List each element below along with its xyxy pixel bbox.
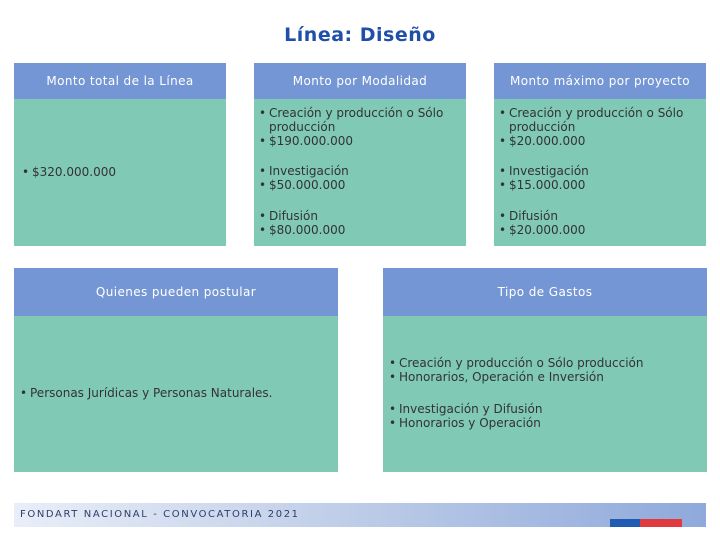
gastos-group-investigacion [389, 402, 701, 430]
maximo-investigacion-amount: • $15.000.000 [499, 178, 699, 192]
gastos-investigacion-detail: • Honorarios y Operación [389, 416, 701, 430]
flag-blue-stripe [610, 519, 640, 527]
flag-red-stripe [640, 519, 682, 527]
modalidad-group-investigacion [259, 164, 459, 192]
postular-header-label: Quienes pueden postular [95, 285, 257, 299]
monto-total-value: • $320.000.000 [22, 165, 116, 179]
monto-modalidad-header-label: Monto por Modalidad [292, 74, 428, 88]
gastos-body [383, 316, 707, 472]
footer-bar [14, 503, 706, 527]
maximo-difusion-label: • Difusión [499, 209, 699, 223]
maximo-group-investigacion [499, 164, 699, 192]
modalidad-difusion-amount: • $80.000.000 [259, 223, 459, 237]
monto-total-header [14, 63, 226, 99]
monto-modalidad-body [254, 99, 466, 246]
monto-maximo-body [494, 99, 706, 246]
modalidad-group-creacion [259, 106, 459, 148]
modalidad-creacion-label: • Creación y producción o Sólo producción [259, 106, 459, 134]
maximo-creacion-amount: • $20.000.000 [499, 134, 699, 148]
maximo-group-creacion [499, 106, 699, 148]
postular-header [14, 268, 338, 316]
gastos-group-creacion [389, 356, 701, 384]
postular-body [14, 316, 338, 472]
maximo-creacion-label: • Creación y producción o Sólo producción [499, 106, 699, 134]
monto-total-list [22, 165, 116, 179]
gastos-creacion-detail: • Honorarios, Operación e Inversión [389, 370, 701, 384]
postular-item: • Personas Jurídicas y Personas Naturales. [20, 386, 330, 400]
modalidad-investigacion-amount: • $50.000.000 [259, 178, 459, 192]
monto-modalidad-header [254, 63, 466, 99]
gastos-header [383, 268, 707, 316]
monto-total-header-label: Monto total de la Línea [46, 74, 194, 88]
gastos-creacion-label: • Creación y producción o Sólo producción [389, 356, 701, 370]
gastos-header-label: Tipo de Gastos [497, 285, 593, 299]
modalidad-investigacion-label: • Investigación [259, 164, 459, 178]
gastos-investigacion-label: • Investigación y Difusión [389, 402, 701, 416]
footer-text: FONDART NACIONAL - CONVOCATORIA 2021 [20, 509, 300, 520]
postular-list [20, 386, 330, 400]
monto-total-body [14, 99, 226, 246]
slide-title: Línea: Diseño [284, 24, 436, 46]
maximo-investigacion-label: • Investigación [499, 164, 699, 178]
maximo-difusion-amount: • $20.000.000 [499, 223, 699, 237]
maximo-group-difusion [499, 209, 699, 237]
monto-maximo-header-label: Monto máximo por proyecto [510, 74, 690, 88]
modalidad-difusion-label: • Difusión [259, 209, 459, 223]
modalidad-creacion-amount: • $190.000.000 [259, 134, 459, 148]
monto-maximo-header [494, 63, 706, 99]
modalidad-group-difusion [259, 209, 459, 237]
